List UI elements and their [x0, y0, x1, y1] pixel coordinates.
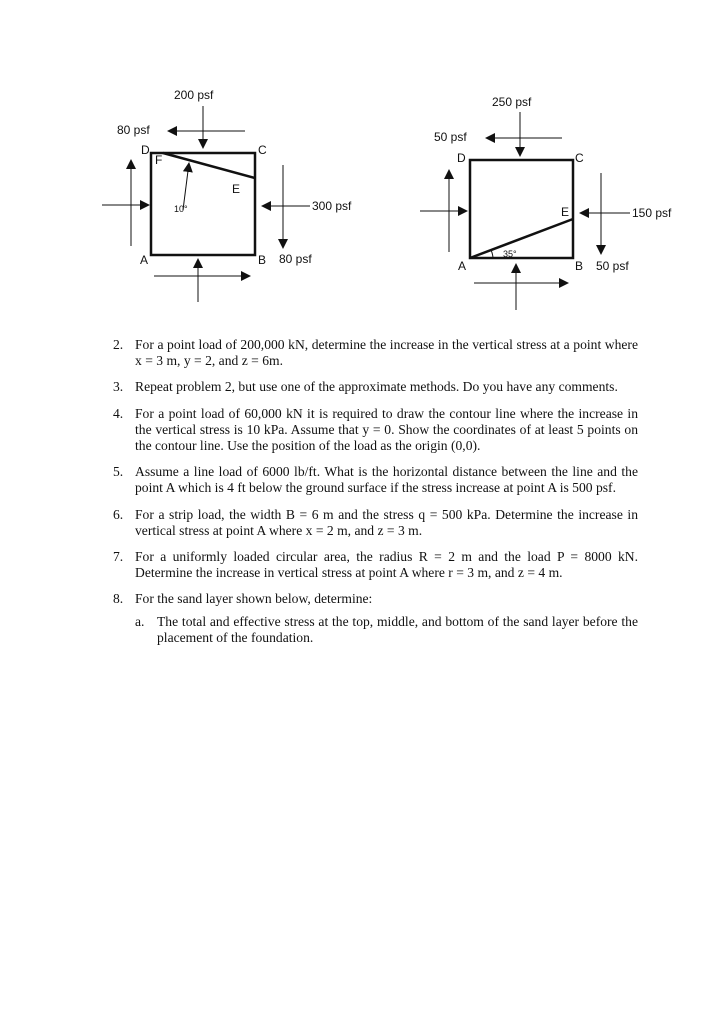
problem-number: 7. [113, 549, 124, 565]
corner-e: E [232, 182, 241, 196]
problem-number: 5. [113, 464, 124, 480]
problem-item [113, 549, 638, 581]
problem-number: 2. [113, 337, 124, 352]
problem-number: 3. [113, 379, 124, 395]
corner-a: A [140, 253, 149, 267]
label-shear-top: 80 psf [117, 123, 150, 137]
problem-number: 8. [113, 591, 124, 607]
problem-text: For a point load of 200,000 kN, determine the increase in the vertical stress at a point where x = 3 m, y = 2, and z = 6m. [135, 337, 638, 369]
problem-subitem [135, 614, 638, 646]
problem-item [113, 337, 638, 369]
label-shear-right: 50 psf [596, 259, 629, 273]
corner-c: C [258, 143, 267, 157]
label-load-top: 200 psf [174, 88, 214, 102]
corner-c: C [575, 151, 584, 165]
subitem-letter: a. [135, 613, 145, 629]
failure-plane [163, 153, 255, 178]
label-shear-right: 80 psf [279, 252, 312, 266]
corner-b: B [575, 259, 584, 273]
corner-e: E [561, 205, 570, 219]
problem-number: 4. [113, 405, 124, 421]
problem-text: For a strip load, the width B = 6 m and the stress q = 500 kPa. Determine the increase in vertical stress at point A where x = 2 m, and z = 3 m. [135, 506, 638, 538]
problem-number: 6. [113, 506, 124, 522]
corner-b: B [258, 253, 267, 267]
problem-text: For the sand layer shown below, determine: [135, 591, 373, 607]
label-load-right: 300 psf [312, 199, 352, 213]
element-square [470, 160, 573, 258]
problem-item [113, 379, 638, 395]
corner-f: F [155, 153, 163, 167]
label-load-top: 250 psf [492, 95, 532, 109]
normal-arrow [183, 163, 189, 210]
label-shear-top: 50 psf [434, 130, 467, 144]
failure-plane [470, 219, 573, 258]
problem-text: Assume a line load of 6000 lb/ft. What is the horizontal distance between the line and the point A which is 4 ft below the ground surface if the stress increase at point A is 500 psf. [135, 464, 638, 496]
problem-list [113, 337, 638, 656]
problem-text: For a point load of 60,000 kN it is required to draw the contour line where the increase in the vertical stress is 10 kPa. Assume that y = 0. Show the coordinates of at least 5 points on the contour line. Use the position of the load as the origin (0,0). [135, 405, 638, 454]
label-angle: 35° [503, 249, 517, 259]
problem-item [113, 591, 638, 607]
stress-element-figures [0, 0, 724, 330]
problem-item [113, 507, 638, 539]
subitem-text: The total and effective stress at the top, middle, and bottom of the sand layer before the placement of the foundation. [157, 613, 638, 645]
problem-text: For a uniformly loaded circular area, the radius R = 2 m and the load P = 8000 kN. Determine the increase in vertical stress at point A where r = 3 m, and z = 4 m. [135, 549, 638, 581]
problem-text: Repeat problem 2, but use one of the approximate methods. Do you have any comments. [135, 379, 618, 395]
element-square [151, 153, 255, 255]
problem-item [113, 464, 638, 496]
label-angle: 10° [174, 204, 188, 214]
corner-a: A [458, 259, 467, 273]
corner-d: D [457, 151, 466, 165]
corner-d: D [141, 143, 150, 157]
label-load-right: 150 psf [632, 206, 672, 220]
problem-item [113, 406, 638, 455]
